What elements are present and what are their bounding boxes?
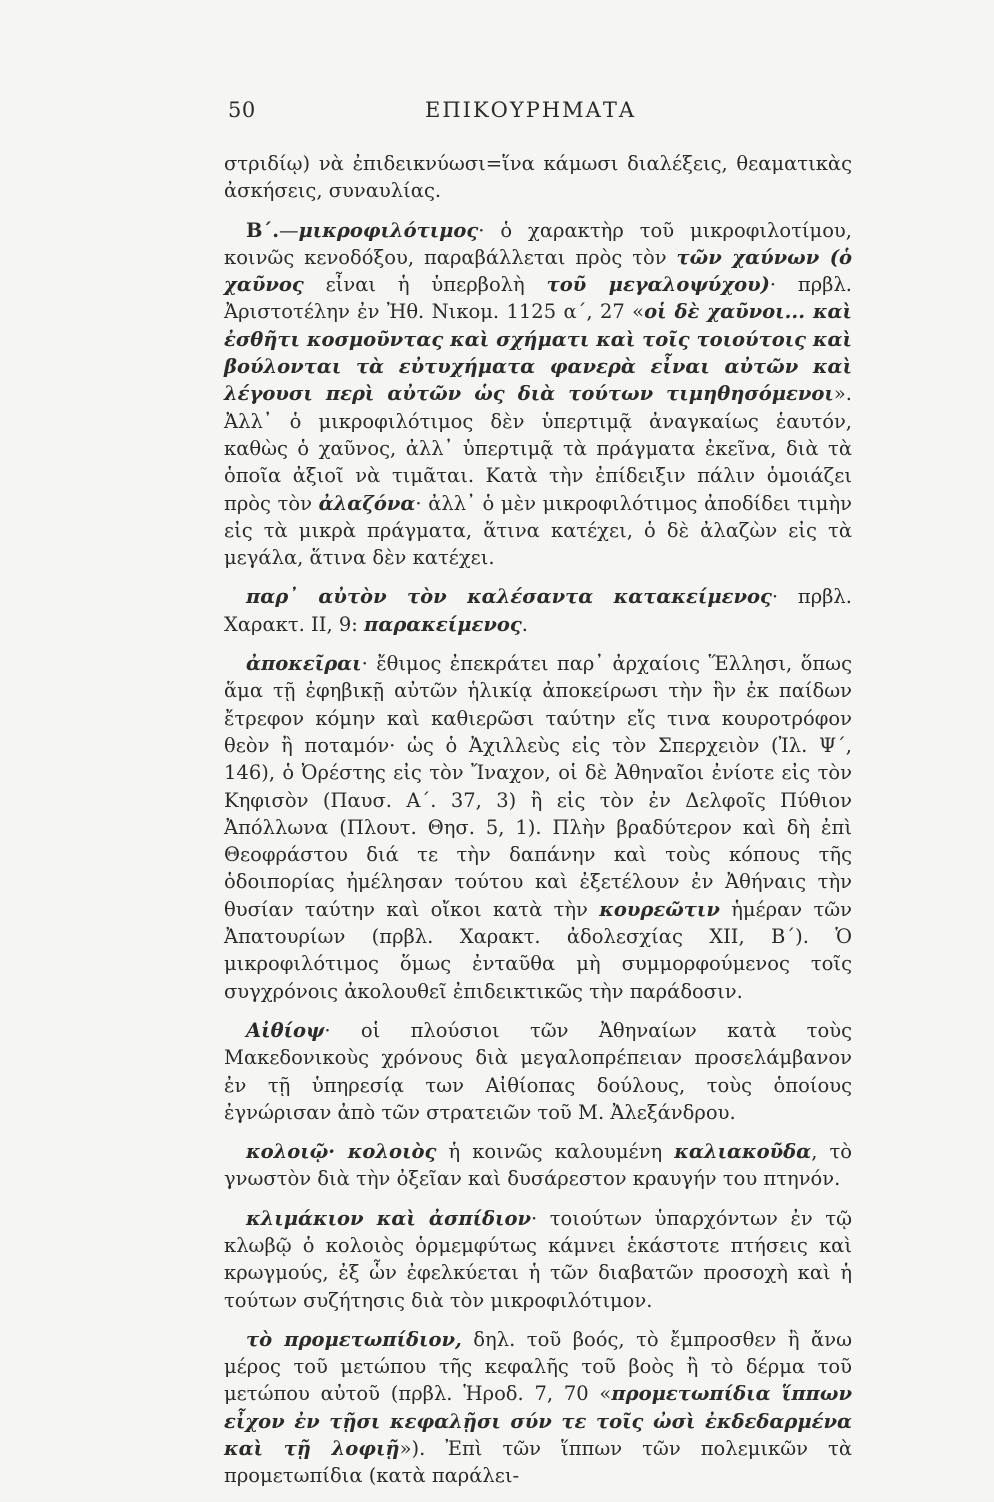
paragraph-continuation bbox=[224, 150, 852, 205]
emphasis-text: ἀλαζόνα bbox=[318, 491, 416, 515]
text-run: , τὸ γνωστὸν διὰ τὴν ὀξεῖαν καὶ δυσάρεστον κραυγήν του πτηνόν. bbox=[224, 1140, 852, 1191]
paragraph-lemma bbox=[224, 1138, 852, 1193]
text-run: εἶναι ἡ ὑπερβολὴ bbox=[303, 273, 547, 297]
emphasis-text: κουρεῶτιν bbox=[599, 897, 720, 921]
text-run: — bbox=[279, 218, 299, 242]
emphasis-text: κολοιῷ· κολοιὸς bbox=[246, 1140, 437, 1164]
text-run: ». Ἀλλ᾿ ὁ μικροφιλότιμος δὲν ὑπερτιμᾷ ἀναγκαίως ἑαυτόν, καθὼς ὁ χαῦνος, ἀλλ᾿ ὑπερτιμᾷ τὰ πράγματα ἐκεῖνα, διὰ τὰ ὁποῖα ἀξιοῖ νὰ τιμᾶται. Κατὰ τὴν ἐπίδειξιν πάλιν ὁμοιάζει πρὸς τὸν bbox=[224, 382, 852, 515]
body-text bbox=[224, 150, 852, 1502]
text-run: · πρβλ. Ἀριστοτέλην ἐν Ἠθ. Νικομ. 1125 α΄, 27 « bbox=[224, 273, 853, 324]
text-run: · τοιούτων ὑπαρχόντων ἐν τῷ κλωβῷ ὁ κολοιὸς ὁρμεμφύτως κάμνει ἑκάστοτε πτήσεις καὶ κρωγμούς, ἐξ ὧν ἐφελκύεται ἡ τῶν διαβατῶν προσοχὴ καὶ ἡ τούτων συζήτησις διὰ τὸν μικροφιλότιμον. bbox=[224, 1206, 852, 1312]
emphasis-text: παρακείμενος bbox=[364, 612, 522, 636]
emphasis-text: τὸ προμετωπίδιον, bbox=[246, 1327, 462, 1351]
page-number: 50 bbox=[228, 98, 256, 122]
paragraph-lemma bbox=[224, 650, 852, 1005]
section-marker: Β΄. bbox=[246, 218, 280, 242]
page-header bbox=[0, 98, 994, 128]
text-run: · οἱ πλούσιοι τῶν Ἀθηναίων κατὰ τοὺς Μακεδονικοὺς χρόνους διὰ μεγαλοπρέπειαν προσελάμβανον ἐν τῇ ὑπηρεσίᾳ των Αἰθίοπας δούλους, τοὺς ὁποίους ἐγνώρισαν ἀπὸ τῶν στρατειῶν τοῦ Μ. Ἀλεξάνδρου. bbox=[224, 1018, 852, 1124]
running-title: ΕΠΙΚΟΥΡΗΜΑΤΑ bbox=[425, 98, 636, 122]
text-run: ἡμέραν τῶν Ἀπατουρίων (πρβλ. Χαρακτ. ἀδολεσχίας XII, Β΄). Ὁ μικροφιλότιμος ὅμως ἐνταῦθα μὴ συμμορφούμενος τοῖς συγχρόνοις ἀκολουθεῖ ἐπιδεικτικῶς τὴν παράδοσιν. bbox=[224, 897, 853, 1003]
emphasis-text: μικροφιλότιμος bbox=[298, 218, 479, 242]
paragraph-lemma bbox=[224, 1017, 852, 1126]
emphasis-text: Αἰθίοψ bbox=[246, 1018, 325, 1042]
text-run: · πρβλ. Χαρακτ. II, 9: bbox=[224, 585, 852, 636]
emphasis-text: οἱ δὲ χαῦνοι... καὶ ἐσθῆτι κοσμοῦντας καὶ σχήματι καὶ τοῖς τοιούτοις καὶ βούλονται τὰ εὐτυχήματα φανερὰ εἶναι αὐτῶν καὶ λέγουσι περὶ αὐτῶν ὡς διὰ τούτων τιμηθησόμενοι bbox=[224, 300, 852, 406]
text-run: δηλ. τοῦ βοός, τὸ ἔμπροσθεν ἢ ἄνω μέρος τοῦ μετώπου τῆς κεφαλῆς τοῦ βοὸς ἢ τὸ δέρμα τοῦ μετώπου αὐτοῦ (πρβλ. Ἡροδ. 7, 70 « bbox=[224, 1327, 852, 1406]
text-run: · ἀλλ᾿ ὁ μὲν μικροφιλότιμος ἀποδίδει τιμὴν εἰς τὰ μικρὰ πράγματα, ἅτινα κατέχει, ὁ δὲ ἀλαζὼν εἰς τὰ μεγάλα, ἅτινα δὲν κατέχει. bbox=[224, 491, 852, 570]
text-run: στριδίῳ) νὰ ἐπιδεικνύωσι=ἵνα κάμωσι διαλέξεις, θεαματικὰς ἀσκήσεις, συναυλίας. bbox=[224, 152, 852, 203]
emphasis-text: προμετωπίδια ἵππων εἶχον ἐν τῇσι κεφαλῇσι σύν τε τοῖς ὠσὶ ἐκδεδαρμένα καὶ τῇ λοφιῇ bbox=[224, 1382, 852, 1461]
emphasis-text: ἀποκεῖραι bbox=[246, 652, 362, 676]
text-run: · ὁ χαρακτὴρ τοῦ μικροφιλοτίμου, κοινῶς κενοδόξου, παραβάλλεται πρὸς τὸν bbox=[224, 218, 852, 269]
text-run: · ἔθιμος ἐπεκράτει παρ᾿ ἀρχαίοις Ἕλλησι, ὅπως ἅμα τῇ ἐφηβικῇ αὐτῶν ἡλικίᾳ ἀποκείρωσι τὴν ἣν ἐκ παίδων ἔτρεφον κόμην καὶ καθιερῶσι ταύτην εἴς τινα κουροτρόφον θεὸν ἢ ποταμόν· ὡς ὁ Ἀχιλλεὺς εἰς τὸν Σπερχειὸν (Ἰλ. Ψ΄, 146), ὁ Ὀρέστης εἰς τὸν Ἴναχον, οἱ δὲ Ἀθηναῖοι ἐνίοτε εἰς τὸν Κηφισὸν (Παυσ. Α΄. 37, 3) ἢ εἰς τὸν ἐν Δελφοῖς Πύθιον Ἀπόλλωνα (Πλουτ. Θησ. 5, 1). Πλὴν βραδύτερον καὶ δὴ ἐπὶ Θεοφράστου διά τε τὴν δαπάνην καὶ τοὺς κόπους τῆς ὁδοιπορίας ἠμέλησαν τούτου καὶ ἐξετέλουν ἐν Ἀθήναις τὴν θυσίαν ταύτην καὶ οἴκοι κατὰ τὴν bbox=[224, 652, 852, 921]
text-run: »). Ἐπὶ τῶν ἵππων τῶν πολεμικῶν τὰ προμετωπίδια (κατὰ παράλει- bbox=[224, 1437, 852, 1488]
paragraph-lemma bbox=[224, 583, 852, 638]
text-run: . bbox=[521, 612, 528, 636]
emphasis-text: τῶν χαύνων (ὁ χαῦνος bbox=[224, 245, 852, 297]
emphasis-text: παρ᾿ αὐτὸν τὸν καλέσαντα κατακείμενος bbox=[246, 585, 772, 609]
paragraph-section-b bbox=[224, 217, 852, 572]
text-run: ἡ κοινῶς καλουμένη bbox=[436, 1140, 675, 1164]
emphasis-text: τοῦ μεγαλοψύχου) bbox=[546, 273, 770, 297]
emphasis-text: καλιακοῦδα bbox=[674, 1140, 812, 1164]
paragraph-lemma bbox=[224, 1205, 852, 1314]
emphasis-text: κλιμάκιον καὶ ἀσπίδιον bbox=[246, 1206, 532, 1230]
paragraph-lemma bbox=[224, 1326, 852, 1490]
